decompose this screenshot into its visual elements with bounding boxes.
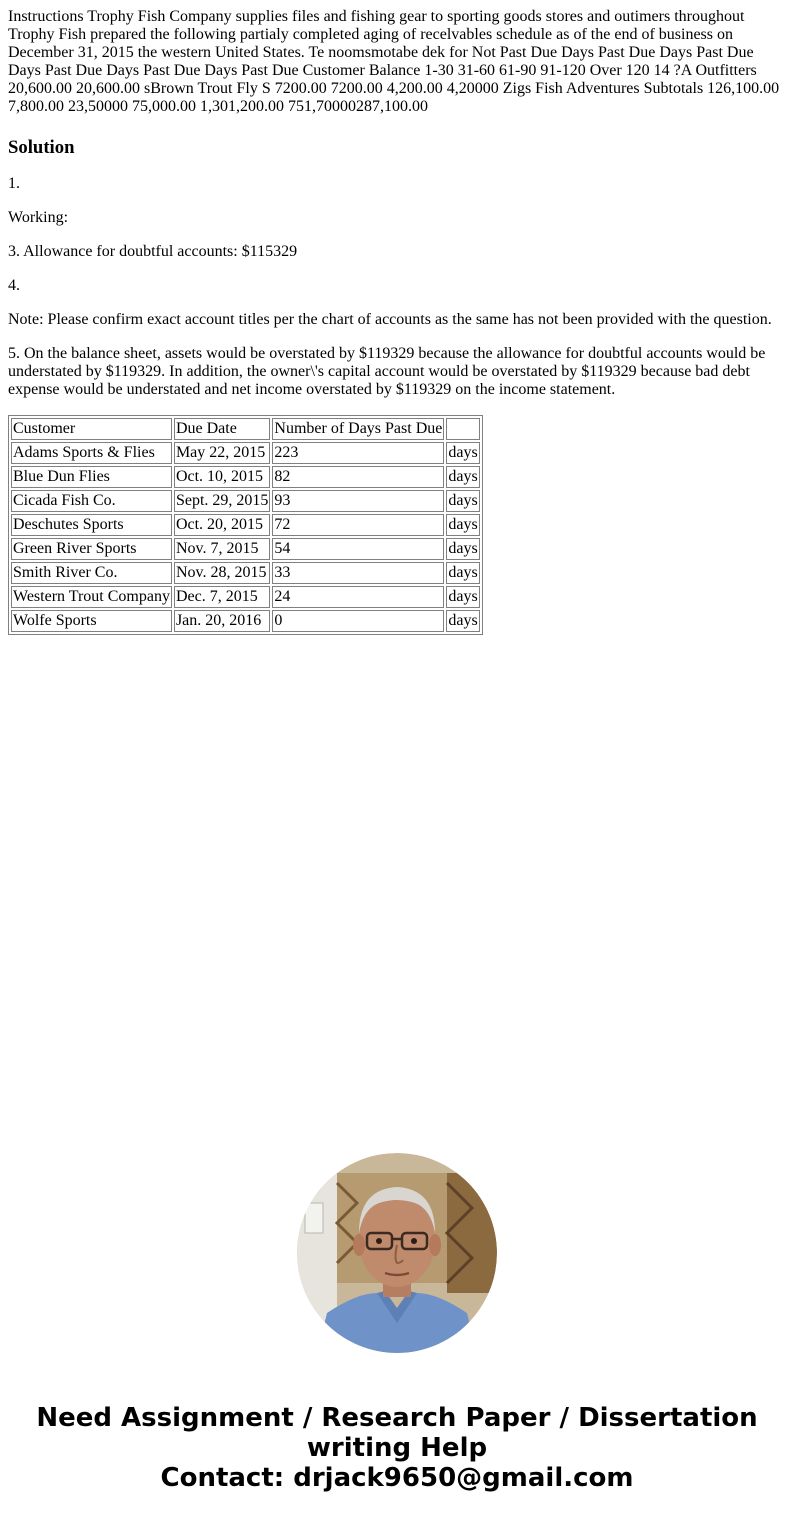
cell-due-date: May 22, 2015 xyxy=(174,442,270,464)
question-text: Instructions Trophy Fish Company supplies files and fishing gear to sporting goods stores and outimers throughout Trophy Fish prepared the following partialy completed aging of recelvables schedule as of the end of business on December 31, 2015 the western United States. Te noomsmotabe dek for Not Past Due Days Past Due Days Past Due Days Past Due Days Past Due Days Past Due Customer Balance 1-30 31-60 61-90 91-120 Over 120 14 ?A Outfitters 20,600.00 20,600.00 sBrown Trout Fly S 7200.00 7200.00 4,200.00 4,20000 Zigs Fish Adventures Subtotals 126,100.00 7,800.00 23,50000 75,000.00 1,301,200.00 751,70000287,100.00 xyxy=(8,8,780,115)
solution-step-3: 3. Allowance for doubtful accounts: $115329 xyxy=(8,243,298,260)
table-row xyxy=(11,562,480,584)
cell-customer: Blue Dun Flies xyxy=(11,466,172,488)
cell-unit: days xyxy=(446,610,479,632)
cell-days: 223 xyxy=(272,442,444,464)
cell-due-date: Dec. 7, 2015 xyxy=(174,586,270,608)
header-days-past-due: Number of Days Past Due xyxy=(272,418,444,440)
cell-unit: days xyxy=(446,490,479,512)
cell-customer: Smith River Co. xyxy=(11,562,172,584)
promo-banner xyxy=(0,1403,794,1493)
table-row xyxy=(11,466,480,488)
cell-customer: Cicada Fish Co. xyxy=(11,490,172,512)
cell-customer: Green River Sports xyxy=(11,538,172,560)
cell-days: 93 xyxy=(272,490,444,512)
cell-days: 33 xyxy=(272,562,444,584)
tutor-avatar xyxy=(297,1153,497,1353)
cell-unit: days xyxy=(446,538,479,560)
solution-step-1: 1. xyxy=(8,175,20,192)
table-row xyxy=(11,586,480,608)
cell-unit: days xyxy=(446,466,479,488)
cell-customer: Wolfe Sports xyxy=(11,610,172,632)
tutor-portrait-image xyxy=(297,1153,497,1353)
cell-days: 82 xyxy=(272,466,444,488)
cell-days: 72 xyxy=(272,514,444,536)
table-row xyxy=(11,514,480,536)
table-row xyxy=(11,538,480,560)
cell-days: 54 xyxy=(272,538,444,560)
cell-due-date: Nov. 7, 2015 xyxy=(174,538,270,560)
cell-unit: days xyxy=(446,586,479,608)
cell-due-date: Nov. 28, 2015 xyxy=(174,562,270,584)
solution-step-5: 5. On the balance sheet, assets would be overstated by $119329 because the allowance for doubtful accounts would be understated by $119329. In addition, the owner\'s capital account would be overstated by $119329 because bad debt expense would be understated and net income overstated by $119329 on the income statement. xyxy=(8,345,766,398)
table-row xyxy=(11,442,480,464)
cell-days: 24 xyxy=(272,586,444,608)
cell-days: 0 xyxy=(272,610,444,632)
cell-due-date: Oct. 20, 2015 xyxy=(174,514,270,536)
header-unit xyxy=(446,418,479,440)
promo-line-2: writing Help xyxy=(306,1433,488,1463)
document-body xyxy=(0,0,794,635)
solution-working-label: Working: xyxy=(8,209,69,226)
promo-line-1: Need Assignment / Research Paper / Dissertation xyxy=(36,1403,758,1433)
cell-due-date: Oct. 10, 2015 xyxy=(174,466,270,488)
cell-unit: days xyxy=(446,514,479,536)
cell-customer: Deschutes Sports xyxy=(11,514,172,536)
aging-table xyxy=(8,415,483,635)
cell-customer: Western Trout Company xyxy=(11,586,172,608)
solution-note: Note: Please confirm exact account titles per the chart of accounts as the same has not been provided with the question. xyxy=(8,311,772,328)
promo-contact: Contact: drjack9650@gmail.com xyxy=(160,1463,634,1493)
table-row xyxy=(11,490,480,512)
solution-heading: Solution xyxy=(8,137,75,158)
cell-due-date: Sept. 29, 2015 xyxy=(174,490,270,512)
cell-unit: days xyxy=(446,442,479,464)
table-header-row xyxy=(11,418,480,440)
cell-customer: Adams Sports & Flies xyxy=(11,442,172,464)
table-row xyxy=(11,610,480,632)
header-due-date: Due Date xyxy=(174,418,270,440)
solution-step-4: 4. xyxy=(8,277,20,294)
cell-unit: days xyxy=(446,562,479,584)
header-customer: Customer xyxy=(11,418,172,440)
cell-due-date: Jan. 20, 2016 xyxy=(174,610,270,632)
